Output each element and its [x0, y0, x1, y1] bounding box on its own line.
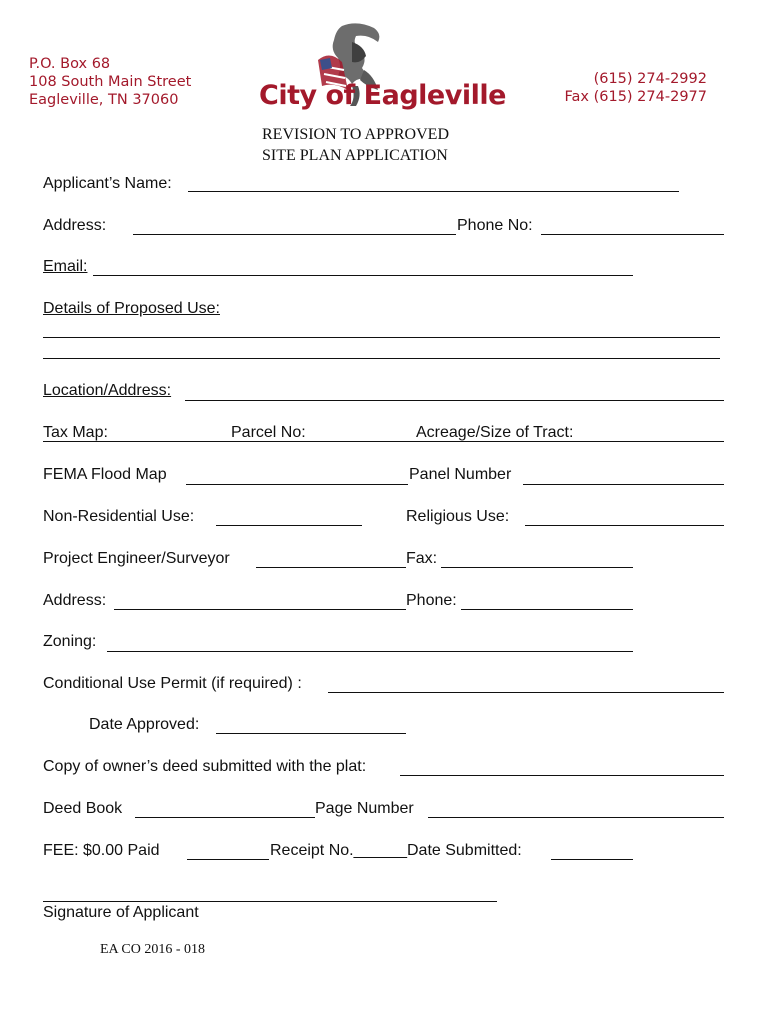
page-number-label: Page Number: [315, 800, 414, 817]
applicant-name-field[interactable]: [188, 191, 679, 192]
cup-field[interactable]: [328, 692, 724, 693]
email-field[interactable]: [93, 275, 633, 276]
fema-field[interactable]: [186, 484, 408, 485]
form-code: EA CO 2016 - 018: [100, 942, 205, 957]
deed-copy-label: Copy of owner’s deed submitted with the plat:: [43, 758, 367, 775]
zoning-field[interactable]: [107, 651, 633, 652]
phone-label: Phone:: [406, 592, 457, 609]
location-label: Location/Address:: [43, 382, 172, 399]
details-field-line-2[interactable]: [43, 358, 720, 359]
signature-label: Signature of Applicant: [43, 904, 199, 921]
contact-numbers: [555, 70, 707, 106]
panel-number-field[interactable]: [523, 484, 724, 485]
zoning-label: Zoning:: [43, 633, 97, 650]
religious-field[interactable]: [525, 525, 724, 526]
phone-no-label: Phone No:: [457, 217, 533, 234]
receipt-date-label: Receipt No.______Date Submitted:: [270, 842, 522, 859]
deed-book-label: Deed Book: [43, 800, 123, 817]
tax-map-label: Tax Map:: [43, 424, 108, 441]
fee-label: FEE: $0.00 Paid: [43, 842, 160, 859]
engineer-label: Project Engineer/Surveyor: [43, 550, 230, 567]
religious-label: Religious Use:: [406, 508, 510, 525]
city-name: City of Eagleville: [259, 80, 506, 111]
fax-field[interactable]: [441, 567, 633, 568]
page-number-field[interactable]: [428, 817, 724, 818]
address-field[interactable]: [133, 234, 456, 235]
tax-parcel-acreage-field[interactable]: [43, 441, 724, 442]
phone-no-field[interactable]: [541, 234, 724, 235]
address-line: Eagleville, TN 37060: [29, 92, 179, 108]
location-field[interactable]: [185, 400, 724, 401]
mailing-address: [29, 55, 191, 109]
signature-field[interactable]: [43, 901, 497, 902]
address-line: P.O. Box 68: [29, 56, 111, 72]
address-line: 108 South Main Street: [29, 74, 192, 90]
email-label: Email:: [43, 258, 88, 275]
fax-label: Fax:: [406, 550, 438, 567]
form-title: [262, 124, 449, 166]
deed-copy-field[interactable]: [400, 775, 724, 776]
parcel-no-label: Parcel No:: [231, 424, 306, 441]
form-title-line: SITE PLAN APPLICATION: [262, 147, 448, 164]
non-residential-field[interactable]: [216, 525, 362, 526]
applicant-name-label: Applicant’s Name:: [43, 175, 172, 192]
date-approved-field[interactable]: [216, 733, 406, 734]
deed-book-field[interactable]: [135, 817, 315, 818]
panel-number-label: Panel Number: [409, 466, 512, 483]
form-title-line: REVISION TO APPROVED: [262, 126, 449, 143]
fema-label: FEMA Flood Map: [43, 466, 167, 483]
phone-field[interactable]: [461, 609, 633, 610]
details-field-line-1[interactable]: [43, 337, 720, 338]
phone-number: (615) 274-2992: [593, 71, 707, 87]
engineer-address-label: Address:: [43, 592, 107, 609]
address-label: Address:: [43, 217, 107, 234]
date-submitted-field[interactable]: [551, 859, 633, 860]
engineer-address-field[interactable]: [114, 609, 406, 610]
fax-number: Fax (615) 274-2977: [564, 89, 707, 105]
non-residential-label: Non-Residential Use:: [43, 508, 195, 525]
cup-label: Conditional Use Permit (if required) :: [43, 675, 302, 692]
fee-field[interactable]: [187, 859, 269, 860]
date-approved-label: Date Approved:: [89, 716, 200, 733]
details-label: Details of Proposed Use:: [43, 300, 220, 317]
engineer-field[interactable]: [256, 567, 406, 568]
acreage-label: Acreage/Size of Tract:: [416, 424, 574, 441]
